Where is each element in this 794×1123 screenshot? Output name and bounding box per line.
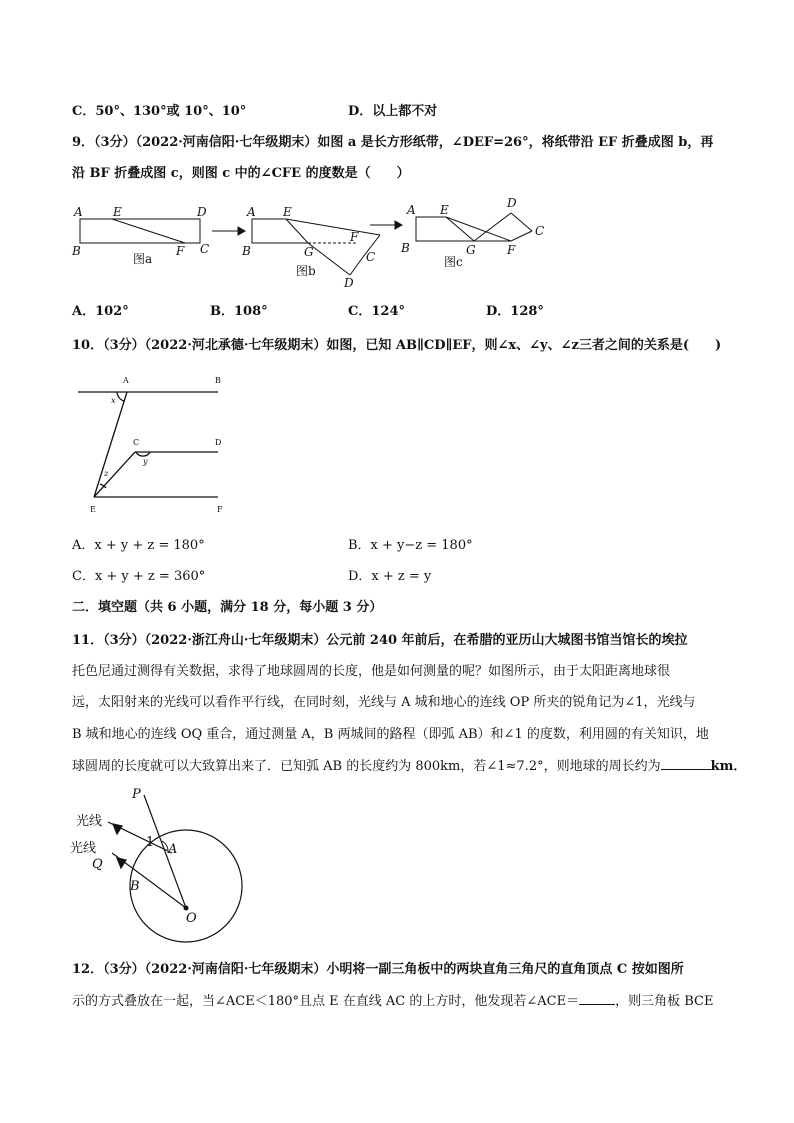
q9a-label-B: B bbox=[72, 244, 81, 258]
q8-option-d: D．以上都不对 bbox=[348, 104, 438, 119]
q9-figure bbox=[70, 195, 550, 295]
q10-label-x: x bbox=[111, 396, 116, 405]
q11-label-angle1: 1 bbox=[146, 835, 155, 850]
q9-figure-a bbox=[80, 219, 200, 243]
q10-figure bbox=[72, 372, 232, 517]
q9c-label-E: E bbox=[440, 203, 449, 217]
q11-label-ray2: 光线 bbox=[70, 841, 97, 856]
q9a-caption: 图a bbox=[133, 252, 153, 266]
q10-option-a: A．x + y + z = 180° bbox=[72, 538, 205, 553]
q11-figure bbox=[70, 780, 240, 950]
arrow-right-icon bbox=[212, 227, 245, 235]
q9c-label-F: F bbox=[507, 243, 516, 257]
q9c-label-G: G bbox=[466, 243, 476, 257]
answer-blank[interactable] bbox=[661, 757, 711, 770]
section-heading-fill-in: 二．填空题（共 6 小题，满分 18 分，每小题 3 分） bbox=[72, 600, 383, 615]
q9c-label-D: D bbox=[507, 196, 517, 210]
q11-line1: 11．（3分）（2022·浙江舟山·七年级期末）公元前 240 年前后，在希腊的亚历山大城图书馆当馆长的埃拉 bbox=[72, 633, 688, 648]
q8-option-c: C．50°、130°或 10°、10° bbox=[72, 104, 247, 119]
q11-label-O: O bbox=[186, 911, 197, 926]
q10-option-b: B．x + y−z = 180° bbox=[348, 538, 473, 553]
q9-option-b: B．108° bbox=[210, 304, 268, 319]
q9a-label-F: F bbox=[176, 244, 185, 258]
q11-line3: 远，太阳射来的光线可以看作平行线，在同时刻，光线与 A 城和地心的连线 OP 所夹的锐角记为∠1，光线与 bbox=[72, 695, 696, 710]
q10-stem: 10．（3分）（2022·河北承德·七年级期末）如图，已知 AB∥CD∥EF，则∠x、∠y、∠z三者之间的关系是( ) bbox=[72, 338, 722, 353]
q10-label-C: C bbox=[133, 438, 140, 447]
q9-stem-line1: 9．（3分）（2022·河南信阳·七年级期末）如图 a 是长方形纸带，∠DEF=26°，将纸带沿 EF 折叠成图 b，再 bbox=[72, 135, 714, 150]
q10-label-B: B bbox=[215, 376, 221, 385]
q9c-label-C: C bbox=[535, 224, 545, 238]
q9-figure-c bbox=[416, 213, 532, 241]
q11-line4: B 城和地心的连线 OQ 重合，通过测量 A，B 两城间的路程（即弧 AB）和∠1 的度数，利用圆的有关知识，地 bbox=[72, 727, 709, 742]
q9b-label-G: G bbox=[304, 245, 314, 259]
q9b-label-E: E bbox=[283, 205, 292, 219]
q10-label-D: D bbox=[215, 438, 222, 447]
q9-figure-b bbox=[252, 219, 380, 275]
q10-label-z: z bbox=[104, 469, 109, 478]
q12-line2-text-a: 示的方式叠放在一起，当∠ACE＜180°且点 E 在直线 AC 的上方时，他发现若∠ACE＝ bbox=[72, 994, 580, 1009]
q9b-label-D: D bbox=[344, 276, 354, 290]
q9b-label-A: A bbox=[247, 205, 256, 219]
q9c-label-A: A bbox=[407, 203, 416, 217]
q10-label-A: A bbox=[123, 376, 129, 385]
q11-line2: 托色尼通过测得有关数据，求得了地球圆周的长度，他是如何测量的呢？如图所示，由于太阳距离地球很 bbox=[72, 664, 671, 679]
q10-label-y: y bbox=[143, 457, 148, 466]
q9a-label-D: D bbox=[197, 205, 207, 219]
q9b-label-F: F bbox=[350, 230, 359, 244]
q9b-label-B: B bbox=[242, 244, 251, 258]
q9a-label-A: A bbox=[74, 205, 83, 219]
q9a-label-C: C bbox=[200, 242, 210, 256]
q9c-label-B: B bbox=[401, 241, 410, 255]
q9b-caption: 图b bbox=[296, 264, 316, 278]
q10-option-d: D．x + z = y bbox=[348, 569, 432, 584]
q12-line1: 12．（3分）（2022·河南信阳·七年级期末）小明将一副三角板中的两块直角三角尺的直角顶点 C 按如图所 bbox=[72, 962, 684, 977]
q11-label-A: A bbox=[168, 842, 178, 857]
q9-option-d: D．128° bbox=[486, 304, 544, 319]
q10-option-c: C．x + y + z = 360° bbox=[72, 569, 206, 584]
q9-option-c: C．124° bbox=[348, 304, 405, 319]
q9a-label-E: E bbox=[113, 205, 122, 219]
q9-stem-line2: 沿 BF 折叠成图 c，则图 c 中的∠CFE 的度数是（ ） bbox=[72, 166, 410, 181]
q9-option-a: A．102° bbox=[72, 304, 129, 319]
q11-line5-text: 球圆周的长度就可以大致算出来了．已知弧 AB 的长度约为 800km，若∠1≈7.2°，则地球的周长约为 bbox=[72, 759, 661, 774]
q12-line2-text-b: ，则三角板 BCE bbox=[615, 994, 714, 1009]
q11-label-ray1: 光线 bbox=[76, 814, 103, 829]
q12-line2 bbox=[72, 992, 713, 1011]
q11-label-Q: Q bbox=[92, 857, 103, 872]
q9c-caption: 图c bbox=[444, 255, 463, 269]
arrow-right-icon bbox=[370, 221, 402, 229]
q11-unit: km． bbox=[710, 759, 747, 774]
q11-line5 bbox=[72, 757, 746, 776]
q11-label-P: P bbox=[132, 787, 141, 802]
q10-label-F: F bbox=[217, 505, 223, 514]
answer-blank[interactable] bbox=[579, 992, 615, 1005]
q9b-label-C: C bbox=[366, 250, 376, 264]
q11-label-B: B bbox=[130, 879, 140, 894]
q10-label-E: E bbox=[90, 505, 96, 514]
